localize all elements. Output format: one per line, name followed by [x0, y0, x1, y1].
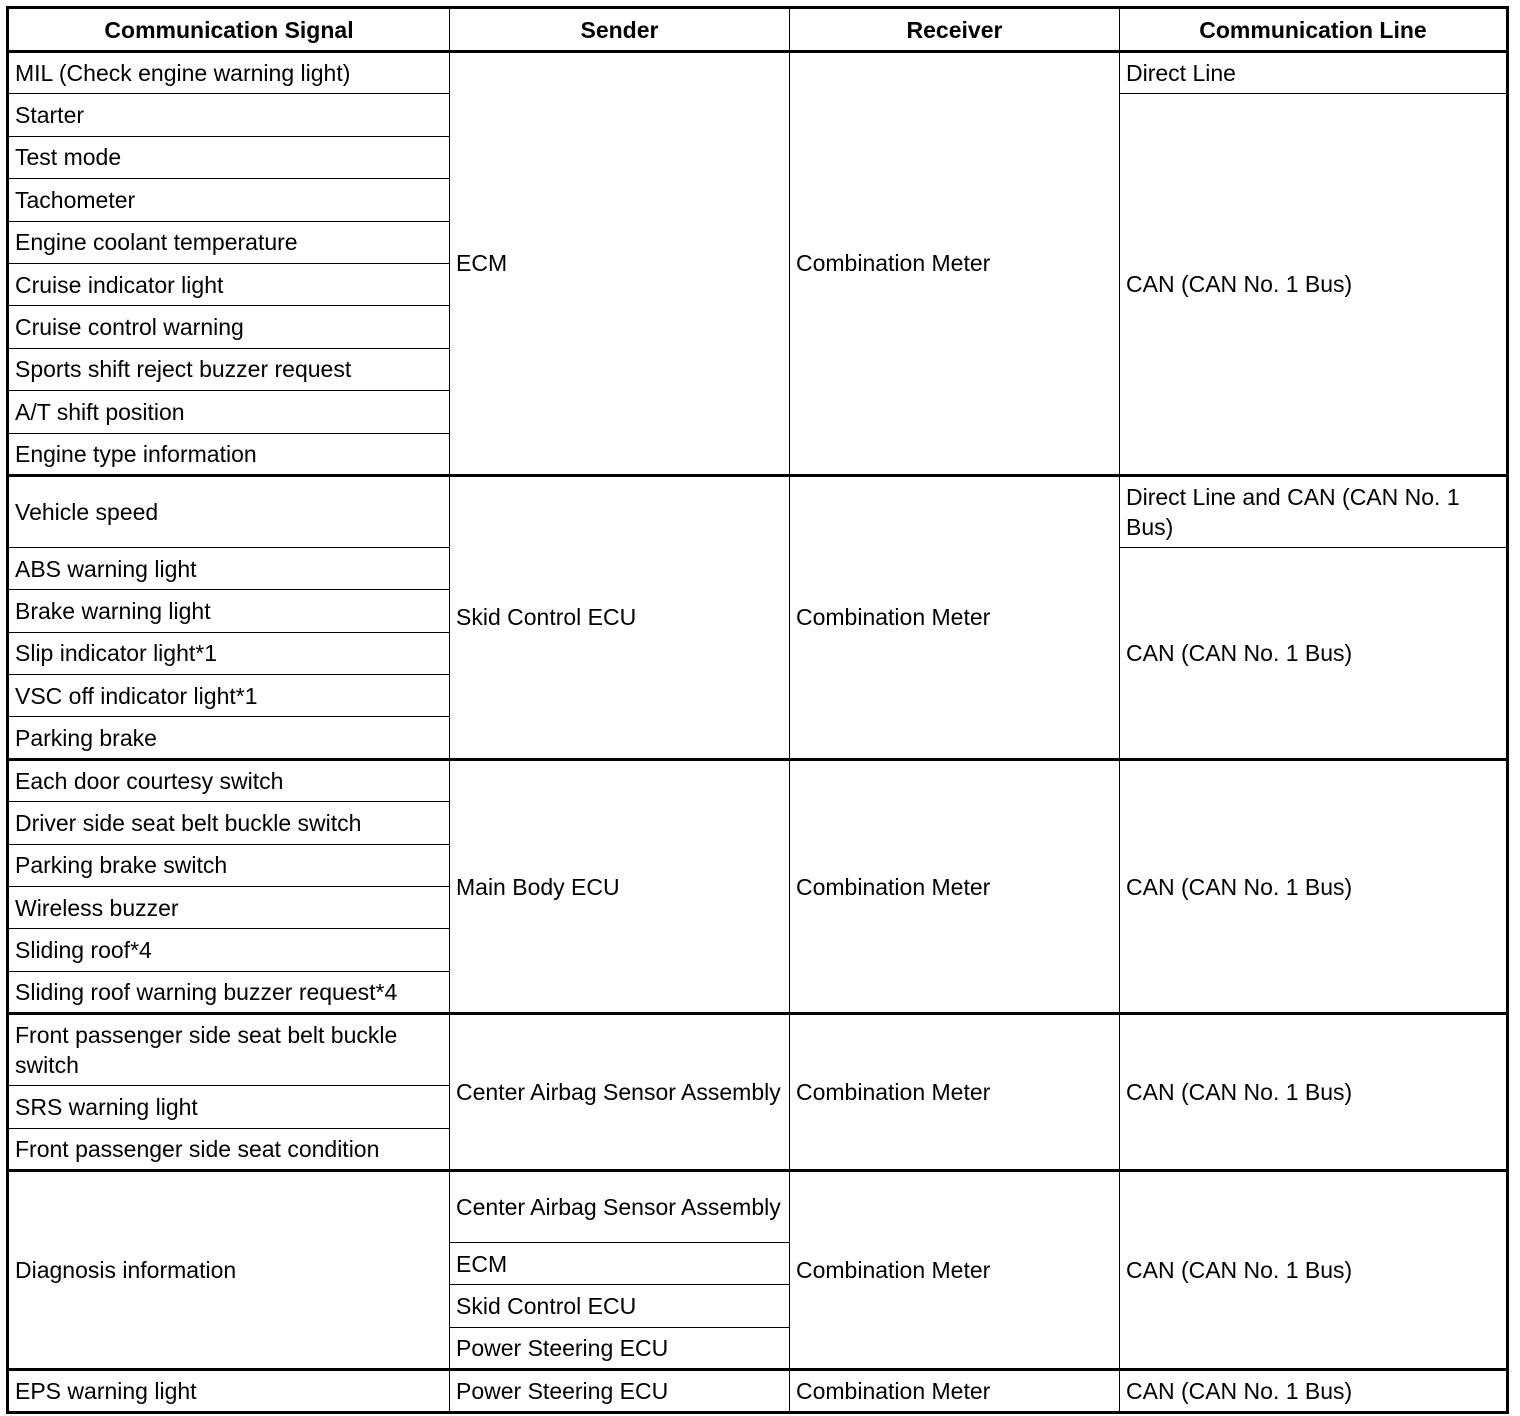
signal-cell: VSC off indicator light*1 [8, 675, 450, 717]
sender-cell: Power Steering ECU [450, 1370, 790, 1412]
sender-cell: Skid Control ECU [450, 475, 790, 759]
header-sender: Sender [450, 8, 790, 52]
table-row [8, 52, 1508, 94]
receiver-cell: Combination Meter [790, 52, 1120, 476]
table-row [8, 759, 1508, 801]
table-row [8, 475, 1508, 547]
signal-cell: ABS warning light [8, 547, 450, 589]
signal-cell: Driver side seat belt buckle switch [8, 802, 450, 844]
receiver-cell: Combination Meter [790, 759, 1120, 1013]
sender-cell: Main Body ECU [450, 759, 790, 1013]
line-cell: CAN (CAN No. 1 Bus) [1120, 759, 1508, 1013]
sender-cell: Power Steering ECU [450, 1327, 790, 1369]
table-row [8, 1014, 1508, 1086]
signal-cell: Sports shift reject buzzer request [8, 348, 450, 390]
line-cell: Direct Line [1120, 52, 1508, 94]
header-receiver: Receiver [790, 8, 1120, 52]
signal-cell: Engine coolant temperature [8, 221, 450, 263]
receiver-cell: Combination Meter [790, 1170, 1120, 1369]
signal-cell: Front passenger side seat belt buckle switch [8, 1014, 450, 1086]
signal-cell: A/T shift position [8, 391, 450, 433]
signal-cell: EPS warning light [8, 1370, 450, 1412]
line-cell: Direct Line and CAN (CAN No. 1 Bus) [1120, 475, 1508, 547]
communication-table [6, 6, 1509, 1414]
signal-cell: Slip indicator light*1 [8, 632, 450, 674]
receiver-cell: Combination Meter [790, 1370, 1120, 1412]
signal-cell: Engine type information [8, 433, 450, 475]
line-cell: CAN (CAN No. 1 Bus) [1120, 547, 1508, 759]
signal-cell: SRS warning light [8, 1086, 450, 1128]
signal-cell: Diagnosis information [8, 1170, 450, 1369]
header-signal: Communication Signal [8, 8, 450, 52]
signal-cell: Wireless buzzer [8, 887, 450, 929]
line-cell: CAN (CAN No. 1 Bus) [1120, 1170, 1508, 1369]
signal-cell: Sliding roof*4 [8, 929, 450, 971]
line-cell: CAN (CAN No. 1 Bus) [1120, 94, 1508, 476]
signal-cell: Parking brake switch [8, 844, 450, 886]
signal-cell: Vehicle speed [8, 475, 450, 547]
signal-cell: Each door courtesy switch [8, 759, 450, 801]
sender-cell: ECM [450, 52, 790, 476]
line-cell: CAN (CAN No. 1 Bus) [1120, 1014, 1508, 1171]
signal-cell: Brake warning light [8, 590, 450, 632]
signal-cell: Cruise indicator light [8, 263, 450, 305]
header-line: Communication Line [1120, 8, 1508, 52]
signal-cell: Front passenger side seat condition [8, 1128, 450, 1170]
table-row [8, 1170, 1508, 1242]
line-cell: CAN (CAN No. 1 Bus) [1120, 1370, 1508, 1412]
header-row [8, 8, 1508, 52]
sender-cell: Center Airbag Sensor Assembly [450, 1170, 790, 1242]
sender-cell: ECM [450, 1242, 790, 1284]
signal-cell: MIL (Check engine warning light) [8, 52, 450, 94]
signal-cell: Parking brake [8, 717, 450, 759]
signal-cell: Sliding roof warning buzzer request*4 [8, 971, 450, 1013]
table-container [6, 6, 1509, 1414]
table-row [8, 1370, 1508, 1412]
signal-cell: Test mode [8, 136, 450, 178]
signal-cell: Tachometer [8, 179, 450, 221]
receiver-cell: Combination Meter [790, 475, 1120, 759]
receiver-cell: Combination Meter [790, 1014, 1120, 1171]
sender-cell: Skid Control ECU [450, 1285, 790, 1327]
signal-cell: Cruise control warning [8, 306, 450, 348]
signal-cell: Starter [8, 94, 450, 136]
sender-cell: Center Airbag Sensor Assembly [450, 1014, 790, 1171]
